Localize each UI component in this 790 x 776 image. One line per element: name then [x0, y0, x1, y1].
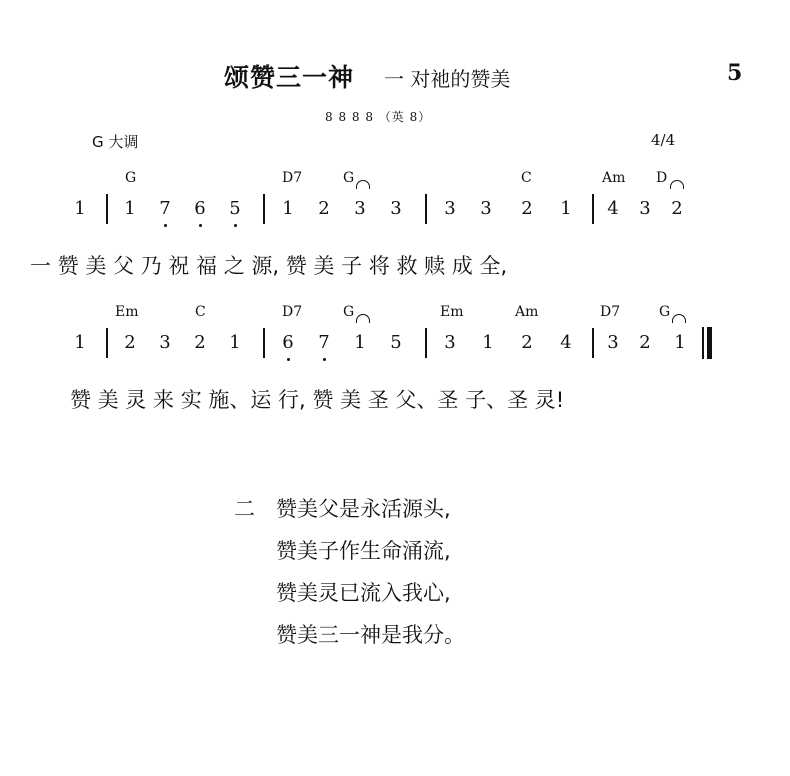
fermata-icon [356, 314, 370, 323]
chord: G [343, 304, 355, 320]
note: 1 [74, 332, 86, 353]
note: 6 [194, 198, 206, 219]
note: 1 [74, 198, 86, 219]
note: 2 [521, 332, 533, 353]
barline [106, 328, 108, 358]
note: 3 [444, 198, 456, 219]
note: 4 [607, 198, 619, 219]
chord: D7 [282, 170, 303, 186]
note: 3 [607, 332, 619, 353]
barline [425, 328, 427, 358]
barline [106, 194, 108, 224]
lower-octave-dot [323, 358, 326, 361]
note: 3 [159, 332, 171, 353]
lyric-line: 一 赞 美 父 乃 祝 福 之 源, 赞 美 子 将 救 赎 成 全, [30, 254, 508, 278]
key-signature: G 大调 [92, 133, 139, 151]
chord: D [656, 170, 668, 186]
note: 5 [390, 332, 402, 353]
note: 2 [639, 332, 651, 353]
note: 1 [482, 332, 494, 353]
chord: C [521, 170, 532, 186]
note: 1 [229, 332, 241, 353]
verse-line: 赞美三一神是我分。 [276, 623, 465, 647]
note: 3 [390, 198, 402, 219]
note: 7 [318, 332, 330, 353]
hymn-title: 颂赞三一神 [224, 63, 355, 92]
note: 6 [282, 332, 294, 353]
final-barline-thin [702, 327, 704, 359]
chord: D7 [600, 304, 621, 320]
note: 2 [671, 198, 683, 219]
lower-octave-dot [164, 224, 167, 227]
lower-octave-dot [287, 358, 290, 361]
verse-line: 赞美子作生命涌流, [276, 539, 451, 563]
lower-octave-dot [199, 224, 202, 227]
barline [592, 328, 594, 358]
verse-line: 赞美父是永活源头, [276, 497, 451, 521]
note: 1 [674, 332, 686, 353]
hymn-subtitle: 一 对祂的赞美 [384, 67, 511, 91]
fermata-icon [356, 180, 370, 189]
note: 1 [124, 198, 136, 219]
chord: Am [602, 170, 626, 186]
chord: Am [515, 304, 539, 320]
lower-octave-dot [234, 224, 237, 227]
barline [425, 194, 427, 224]
barline [263, 328, 265, 358]
note: 7 [159, 198, 171, 219]
note: 4 [560, 332, 572, 353]
note: 2 [318, 198, 330, 219]
fermata-icon [672, 314, 686, 323]
barline [263, 194, 265, 224]
note: 3 [354, 198, 366, 219]
note: 3 [444, 332, 456, 353]
lyric-line: 赞 美 灵 来 实 施、运 行, 赞 美 圣 父、圣 子、圣 灵! [70, 388, 565, 412]
time-signature: 4/4 [651, 131, 676, 149]
note: 2 [194, 332, 206, 353]
verse-number: 二 [234, 497, 255, 521]
note: 1 [354, 332, 366, 353]
chord: G [125, 170, 137, 186]
final-barline-thick [707, 327, 712, 359]
chord: Em [115, 304, 139, 320]
note: 3 [480, 198, 492, 219]
verse-line: 赞美灵已流入我心, [276, 581, 451, 605]
chord: D7 [282, 304, 303, 320]
note: 2 [521, 198, 533, 219]
chord: Em [440, 304, 464, 320]
chord: G [343, 170, 355, 186]
page-number: 5 [727, 60, 743, 86]
note: 3 [639, 198, 651, 219]
meter: 8 8 8 8 （英 8） [325, 110, 432, 124]
fermata-icon [670, 180, 684, 189]
note: 1 [560, 198, 572, 219]
note: 1 [282, 198, 294, 219]
barline [592, 194, 594, 224]
chord: C [195, 304, 206, 320]
chord: G [659, 304, 671, 320]
note: 2 [124, 332, 136, 353]
note: 5 [229, 198, 241, 219]
